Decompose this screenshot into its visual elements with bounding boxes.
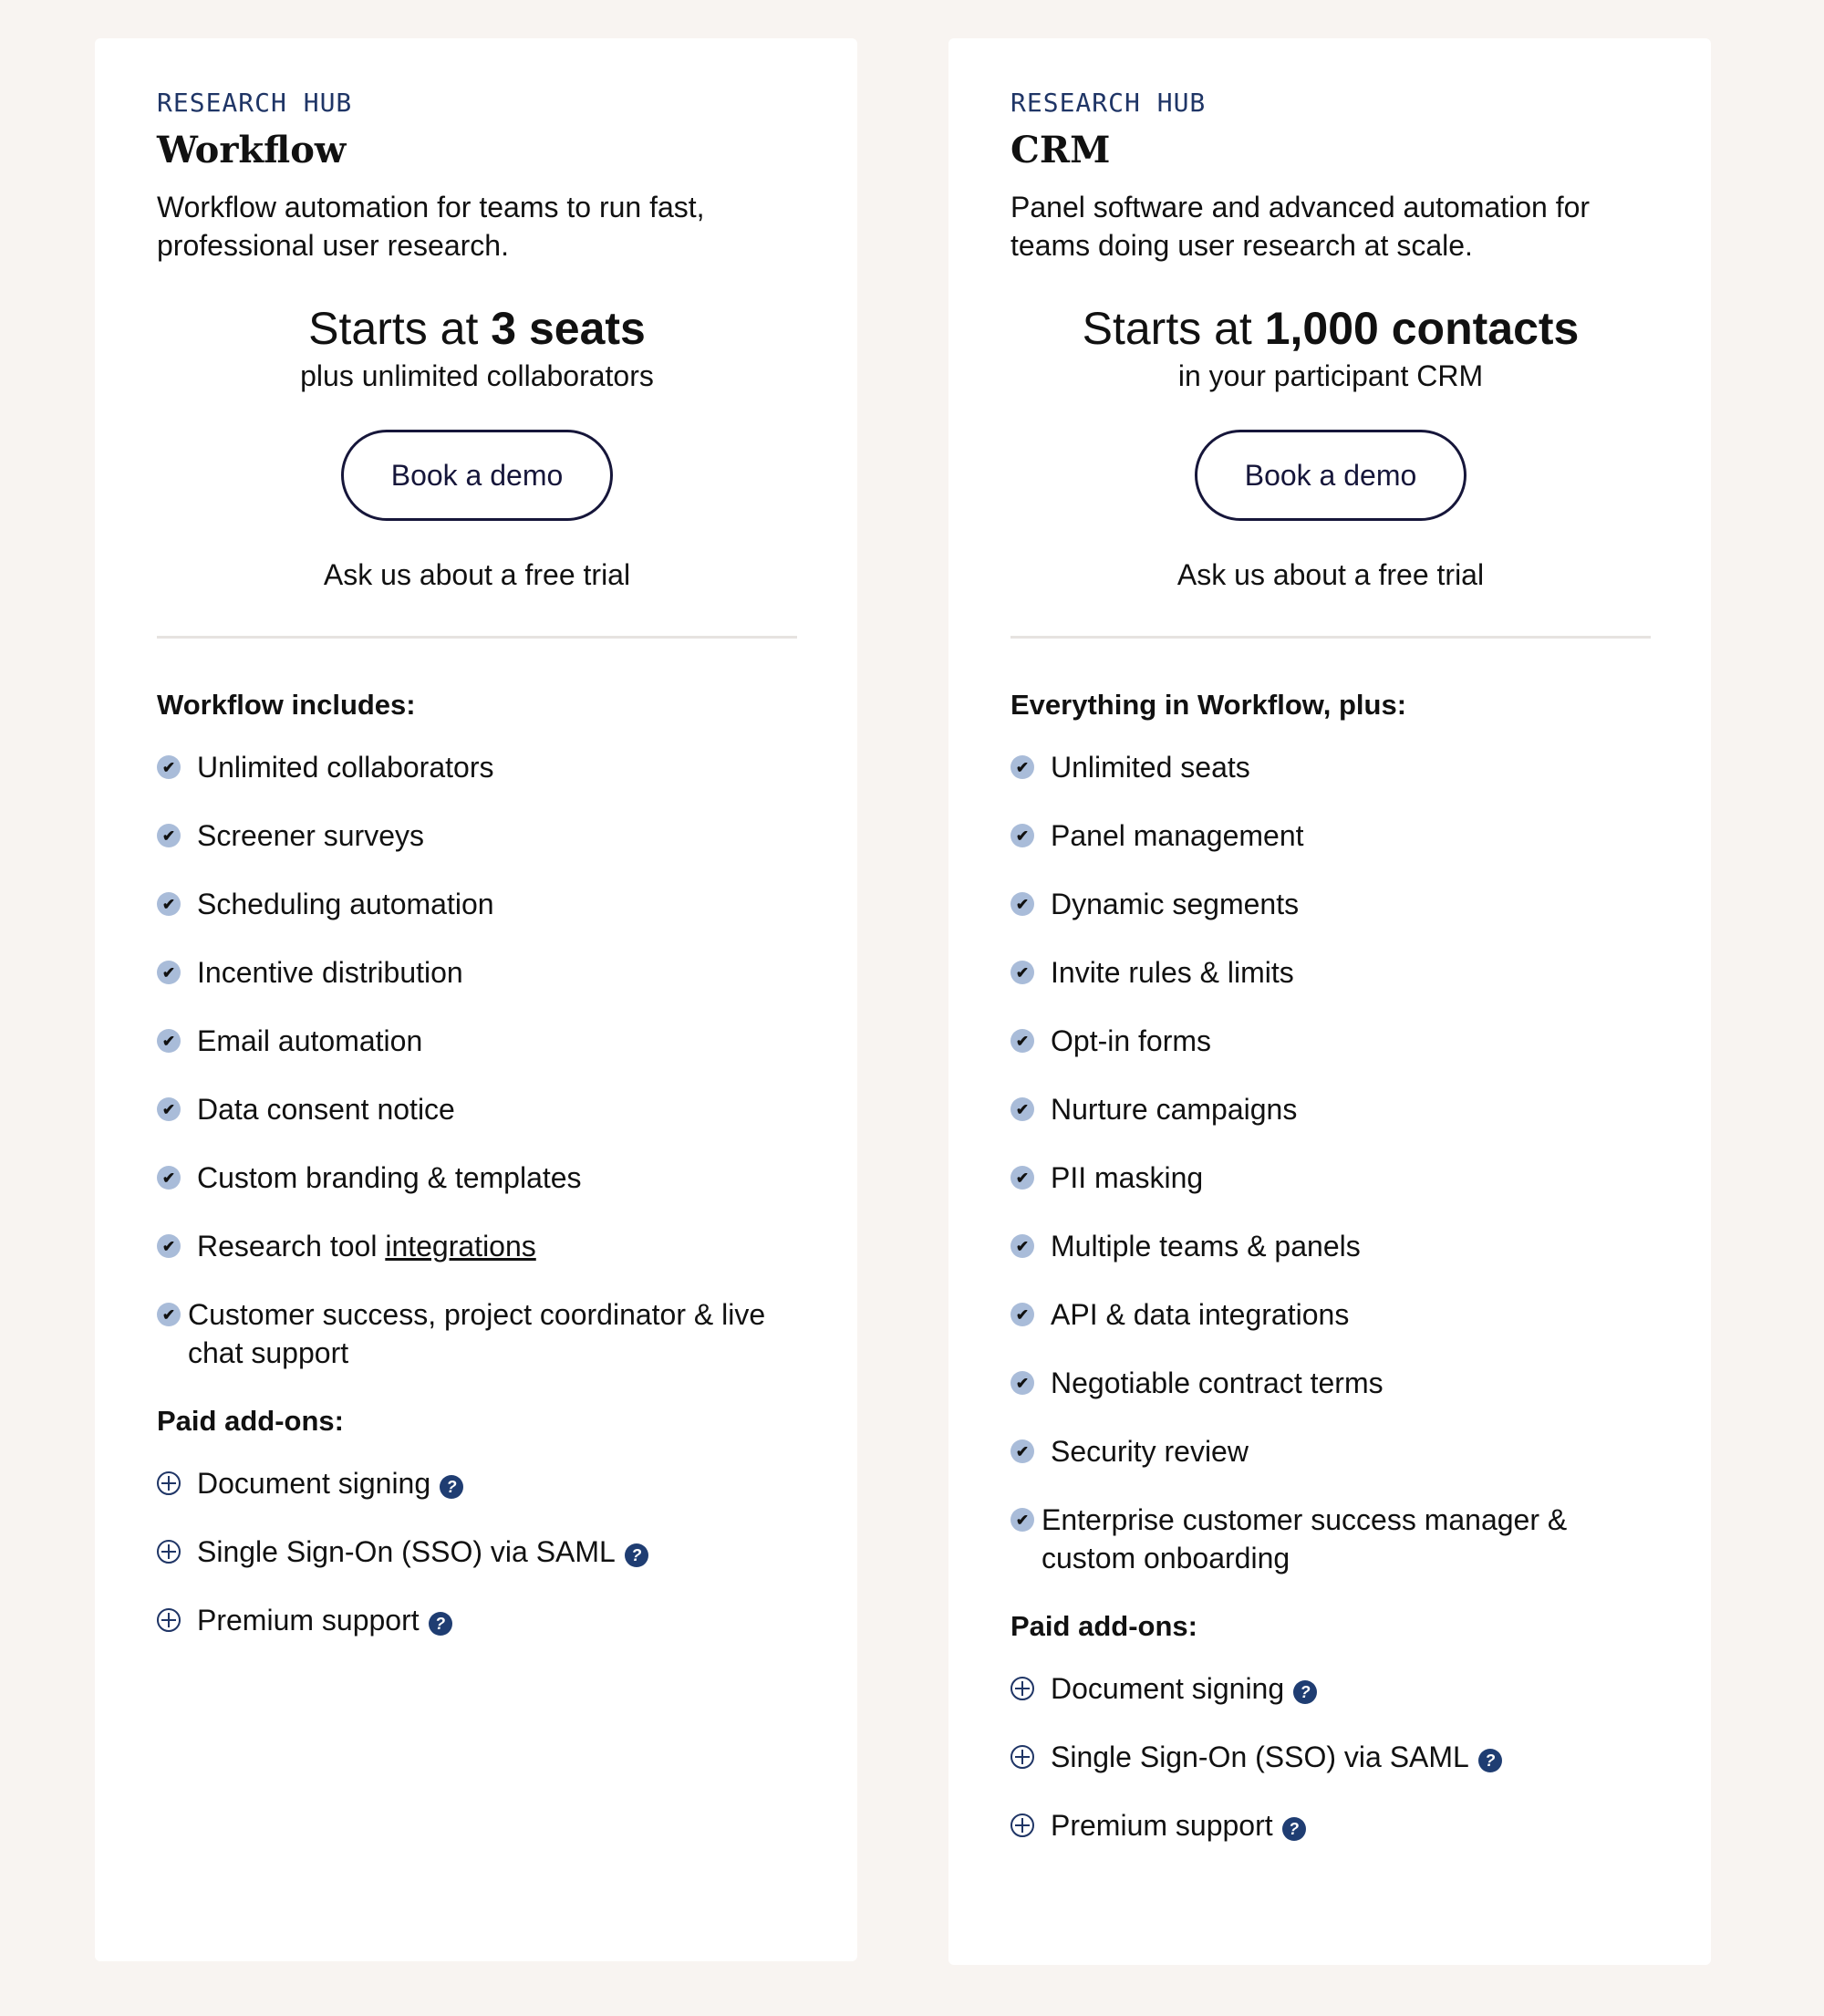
feature-item	[1010, 748, 1651, 786]
feature-item	[1010, 1295, 1651, 1334]
feature-label: Data consent notice	[197, 1093, 455, 1126]
feature-label: Unlimited seats	[1051, 751, 1250, 784]
check-icon: ✔	[1010, 1303, 1034, 1326]
feature-text	[197, 953, 463, 992]
check-icon: ✔	[157, 961, 181, 984]
feature-text	[1051, 1159, 1203, 1197]
addon-item	[1010, 1806, 1651, 1845]
divider	[1010, 636, 1651, 639]
addon-label: Premium support	[1051, 1809, 1273, 1842]
plan-card-crm	[948, 38, 1711, 1965]
addon-label: Document signing	[1051, 1672, 1285, 1705]
feature-text	[1051, 748, 1250, 786]
addon-label: Single Sign-On (SSO) via SAML	[197, 1535, 616, 1568]
feature-item	[1010, 1090, 1651, 1128]
help-icon[interactable]: ?	[440, 1475, 463, 1499]
check-icon: ✔	[157, 892, 181, 916]
feature-text	[1051, 1364, 1384, 1402]
feature-label: Opt-in forms	[1051, 1024, 1212, 1057]
addon-label: Single Sign-On (SSO) via SAML	[1051, 1741, 1469, 1773]
plus-circle-icon	[1010, 1813, 1034, 1837]
check-icon: ✔	[1010, 1097, 1034, 1121]
addon-label: Premium support	[197, 1604, 420, 1637]
addons-heading: Paid add-ons:	[157, 1405, 344, 1437]
feature-text	[1051, 1022, 1211, 1060]
check-icon: ✔	[1010, 755, 1034, 779]
feature-list	[1010, 748, 1651, 1577]
addon-item	[157, 1601, 797, 1639]
feature-label: Nurture campaigns	[1051, 1093, 1298, 1126]
feature-label: Security review	[1051, 1435, 1249, 1468]
starts-amount: 1,000 contacts	[1264, 303, 1580, 354]
feature-item	[1010, 1022, 1651, 1060]
check-icon: ✔	[1010, 1439, 1034, 1463]
feature-label: API & data integrations	[1051, 1298, 1350, 1331]
feature-text	[197, 816, 424, 855]
feature-text	[1051, 885, 1299, 923]
addon-item	[1010, 1669, 1651, 1708]
plan-eyebrow: RESEARCH HUB	[157, 88, 353, 118]
feature-label: Invite rules & limits	[1051, 956, 1294, 989]
check-icon: ✔	[1010, 961, 1034, 984]
help-icon[interactable]: ?	[625, 1543, 648, 1567]
feature-item	[1010, 953, 1651, 992]
check-icon: ✔	[157, 1166, 181, 1190]
includes-heading: Workflow includes:	[157, 689, 416, 721]
check-icon: ✔	[157, 824, 181, 847]
feature-text	[1051, 816, 1304, 855]
check-icon: ✔	[1010, 1508, 1034, 1532]
feature-label: Panel management	[1051, 819, 1304, 852]
feature-item	[157, 748, 797, 786]
check-icon: ✔	[157, 1234, 181, 1258]
plus-circle-icon	[1010, 1677, 1034, 1700]
feature-item	[1010, 1159, 1651, 1197]
plus-circle-icon	[157, 1471, 181, 1495]
feature-label: Negotiable contract terms	[1051, 1367, 1384, 1399]
plus-circle-icon	[1010, 1745, 1034, 1769]
feature-text	[1051, 1090, 1297, 1128]
feature-text	[197, 1227, 536, 1265]
check-icon: ✔	[157, 1303, 181, 1326]
check-icon: ✔	[1010, 1234, 1034, 1258]
feature-list	[157, 748, 797, 1372]
feature-item	[1010, 1501, 1651, 1577]
feature-text	[197, 1022, 422, 1060]
check-icon: ✔	[1010, 824, 1034, 847]
feature-text	[197, 1090, 455, 1128]
help-icon[interactable]: ?	[1478, 1749, 1502, 1772]
starts-prefix: Starts at	[308, 303, 479, 354]
feature-label: Enterprise customer success manager & custom onboarding	[1042, 1503, 1568, 1574]
feature-item	[157, 1295, 797, 1372]
feature-item	[157, 1022, 797, 1060]
feature-text	[1051, 953, 1294, 992]
addon-item	[157, 1464, 797, 1502]
help-icon[interactable]: ?	[1282, 1817, 1306, 1841]
feature-item	[1010, 1227, 1651, 1265]
includes-heading: Everything in Workflow, plus:	[1010, 689, 1407, 721]
book-demo-button[interactable]: Book a demo	[1195, 430, 1466, 521]
check-icon: ✔	[1010, 1029, 1034, 1053]
feature-label: PII masking	[1051, 1161, 1204, 1194]
starts-amount: 3 seats	[491, 303, 646, 354]
check-icon: ✔	[157, 1097, 181, 1121]
feature-item	[157, 816, 797, 855]
addon-item	[157, 1533, 797, 1571]
feature-item	[1010, 816, 1651, 855]
check-icon: ✔	[157, 1029, 181, 1053]
feature-item	[157, 1227, 797, 1265]
check-icon: ✔	[1010, 1371, 1034, 1395]
feature-text	[1051, 1295, 1349, 1334]
plan-eyebrow: RESEARCH HUB	[1010, 88, 1207, 118]
plan-title: Workflow	[157, 129, 347, 171]
feature-item	[1010, 1432, 1651, 1470]
addon-list	[1010, 1669, 1651, 1845]
help-icon[interactable]: ?	[429, 1612, 452, 1636]
feature-item	[157, 953, 797, 992]
feature-label: Multiple teams & panels	[1051, 1230, 1361, 1263]
free-trial-note: Ask us about a free trial	[1176, 558, 1485, 591]
feature-item	[157, 1159, 797, 1197]
check-icon: ✔	[1010, 1166, 1034, 1190]
plan-starts-sub: in your participant CRM	[1177, 359, 1484, 392]
addons-heading: Paid add-ons:	[1010, 1610, 1197, 1642]
addon-list	[157, 1464, 797, 1639]
feature-label: Dynamic segments	[1051, 888, 1300, 920]
divider	[157, 636, 797, 639]
free-trial-note: Ask us about a free trial	[323, 558, 631, 591]
feature-label: Unlimited collaborators	[197, 751, 494, 784]
feature-text	[197, 885, 494, 923]
addon-item	[1010, 1738, 1651, 1776]
starts-prefix: Starts at	[1082, 303, 1252, 354]
feature-label: Research tool	[197, 1230, 378, 1263]
book-demo-button[interactable]: Book a demo	[341, 430, 613, 521]
plus-circle-icon	[157, 1608, 181, 1632]
feature-label: Custom branding & templates	[197, 1161, 582, 1194]
feature-item	[157, 885, 797, 923]
check-icon: ✔	[157, 755, 181, 779]
plan-starts-at	[1010, 301, 1651, 356]
feature-label: Email automation	[197, 1024, 423, 1057]
plus-circle-icon	[157, 1540, 181, 1564]
feature-label: Customer success, project coordinator & live chat support	[188, 1298, 766, 1369]
plan-description: Panel software and advanced automation for teams doing user research at scale.	[1010, 191, 1591, 262]
feature-text	[197, 1159, 582, 1197]
feature-label: Incentive distribution	[197, 956, 463, 989]
feature-text	[188, 1295, 797, 1372]
help-icon[interactable]: ?	[1293, 1680, 1317, 1704]
feature-text	[1051, 1227, 1361, 1265]
plan-starts-at	[157, 301, 797, 356]
feature-item	[1010, 1364, 1651, 1402]
feature-label: Screener surveys	[197, 819, 424, 852]
feature-text	[1042, 1501, 1651, 1577]
feature-text	[197, 748, 493, 786]
plan-title: CRM	[1010, 129, 1111, 171]
check-icon: ✔	[1010, 892, 1034, 916]
feature-item	[157, 1090, 797, 1128]
plan-starts-sub: plus unlimited collaborators	[300, 359, 654, 392]
feature-label: Scheduling automation	[197, 888, 494, 920]
feature-item	[1010, 885, 1651, 923]
plan-card-workflow	[95, 38, 857, 1961]
integrations-link[interactable]: integrations	[385, 1230, 536, 1263]
feature-text	[1051, 1432, 1249, 1470]
plan-description: Workflow automation for teams to run fast, professional user research.	[157, 191, 705, 262]
addon-label: Document signing	[197, 1467, 431, 1500]
